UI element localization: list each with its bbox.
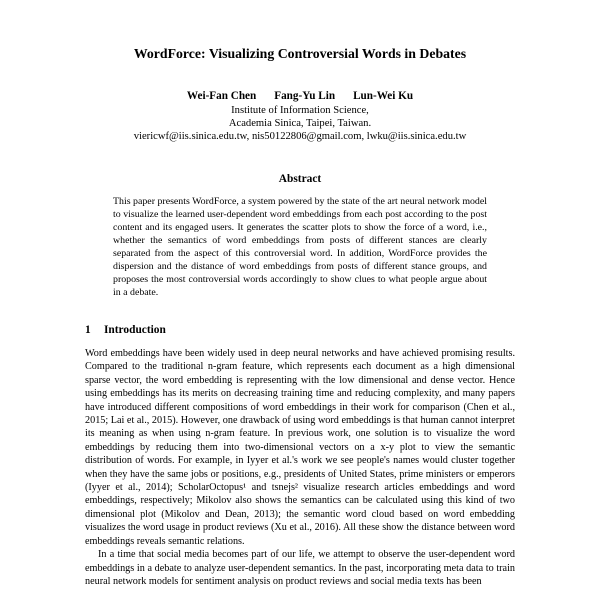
affiliation-line-1: Institute of Information Science, [231,105,369,116]
section-title: Introduction [104,324,166,336]
introduction-body [85,347,515,588]
section-number: 1 [85,324,91,336]
abstract-heading: Abstract [278,173,322,185]
author-name: Wei-Fan Chen [186,90,257,102]
introduction-paragraph-1: Word embeddings have been widely used in deep neural networks and have achieved promising results. Compared to the traditional n-gram feature, which represents each document as a high dimensional sparse vector, the word embedding is representing with the low dimensional and dense vector. Hence using embeddings has its merits on decreasing training time and reducing complexity, and many papers have introduced different compositions of word embeddings in their work for comparison (Chen et al., 2015; Lai et al., 2015). However, one drawback of using word embeddings is that human cannot interpret its meaning as when using n-gram feature. In previous work, one solution is to visualize the word embeddings by reducing them into two-dimensional vectors on a x-y plot to view the semantic distribution of words. For example, in Iyyer et al.'s work we see people's names would cluster together when they have the same jobs or positions, e.g., presidents of United States, prime ministers or emperors (Iyyer et al., 2014); ScholarOctopus¹ and tsnejs² visualize research articles embeddings and word embeddings, respectively; Mikolov also shows the semantics can be calculated using this kind of two dimensional plot (Mikolov and Dean, 2013); the semantic word cloud based on word embedding visualizes the word usage in product reviews (Xu et al., 2016). All these show the distance between word embeddings reveals semantic relations. [85,348,515,547]
author-list [0,90,600,102]
author-emails: viericwf@iis.sinica.edu.tw, nis50122806@gmail.com, lwku@iis.sinica.edu.tw [133,131,467,142]
author-name: Fang-Yu Lin [274,90,336,102]
section-1-heading [85,324,515,336]
affiliation-line-2: Academia Sinica, Taipei, Taiwan. [228,118,372,129]
author-name: Lun-Wei Ku [353,90,414,102]
paper-title: WordForce: Visualizing Controversial Words in Debates [133,46,467,61]
abstract-text: This paper presents WordForce, a system powered by the state of the art neural network model to visualize the learned user-dependent word embeddings from each post according to the post content and its engaged users. It generates the scatter plots to show the force of a word, i.e., whether the semantics of word embeddings from posts of different stances are clearly separated from the aspect of this controversial word. In addition, WordForce provides the dispersion and the distance of word embeddings from posts of different stance groups, and proposes the most controversial words accordingly to show clues to what people argue about in a debate. [113,196,487,298]
introduction-paragraph-2: In a time that social media becomes part of our life, we attempt to observe the user-dependent word embeddings in a debate to analyze user-dependent semantics. In the past, incorporating meta data to train neural network models for sentiment analysis on product reviews and social media texts has been [85,549,515,587]
